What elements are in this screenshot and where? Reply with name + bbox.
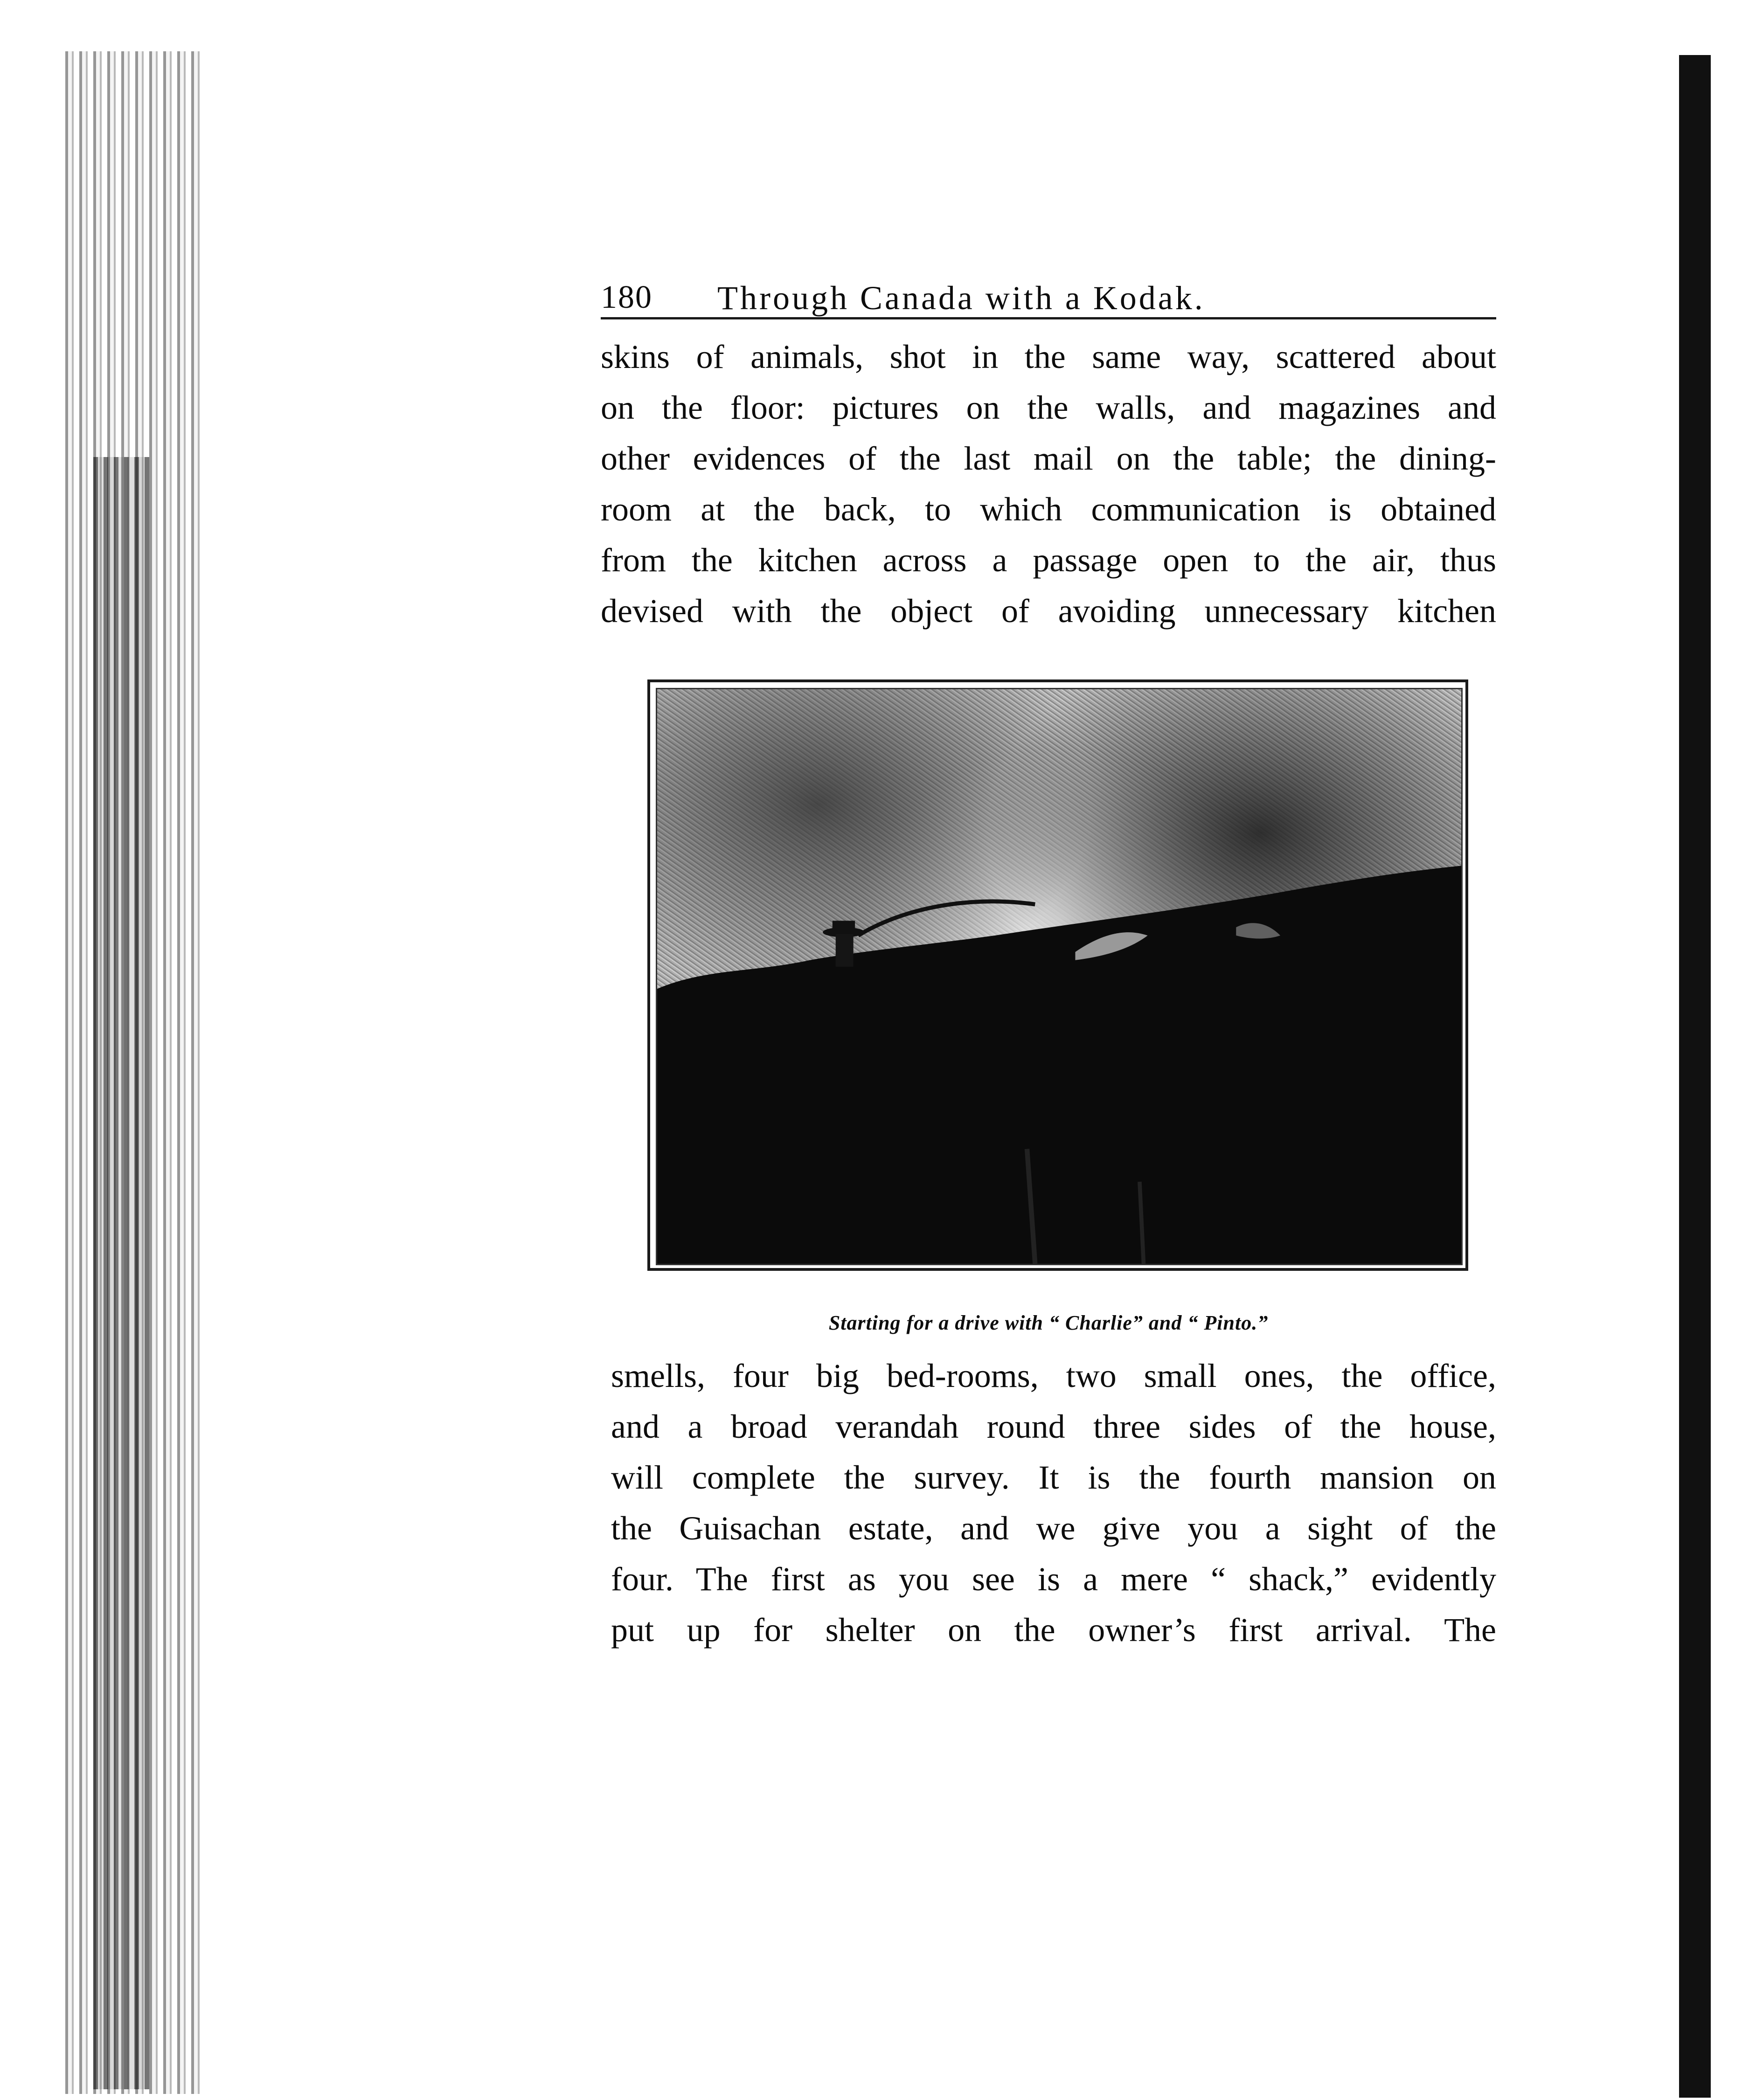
text-line: on the floor: pictures on the walls, and magazines and: [601, 389, 1496, 426]
text-line: smells, four big bed-rooms, two small ones, the office,: [611, 1357, 1496, 1394]
paragraph-top: [601, 332, 1496, 637]
photo-landscape-drawing: [657, 689, 1461, 1264]
paragraph-bottom: [601, 1351, 1496, 1656]
text-line: will complete the survey. It is the fourth mansion on: [611, 1459, 1496, 1496]
photograph: [656, 688, 1463, 1265]
running-title: Through Canada with a Kodak.: [717, 279, 1205, 317]
text-line: four. The first as you see is a mere “ shack,” evidently: [611, 1560, 1496, 1598]
running-head: [601, 261, 1496, 319]
text-line: devised with the object of avoiding unnecessary kitchen: [601, 592, 1496, 630]
photo-plate: [647, 679, 1468, 1271]
text-line: other evidences of the last mail on the table; the dining-: [601, 440, 1496, 477]
text-line: skins of animals, shot in the same way, scattered about: [601, 338, 1496, 375]
text-line: room at the back, to which communication is obtained: [601, 491, 1496, 528]
text-line: put up for shelter on the owner’s first arrival. The: [611, 1611, 1496, 1649]
text-line: the Guisachan estate, and we give you a sight of the: [611, 1510, 1496, 1547]
book-binding-shadow: [93, 457, 149, 2089]
text-line: and a broad verandah round three sides of the house,: [611, 1408, 1496, 1445]
book-page: [601, 261, 1496, 1656]
page-edge-shadow: [1679, 55, 1711, 2098]
page-number: 180: [601, 279, 652, 315]
plate-caption: Starting for a drive with “ Charlie” and “ Pinto.”: [828, 1311, 1269, 1334]
text-line: from the kitchen across a passage open to the air, thus: [601, 541, 1496, 579]
